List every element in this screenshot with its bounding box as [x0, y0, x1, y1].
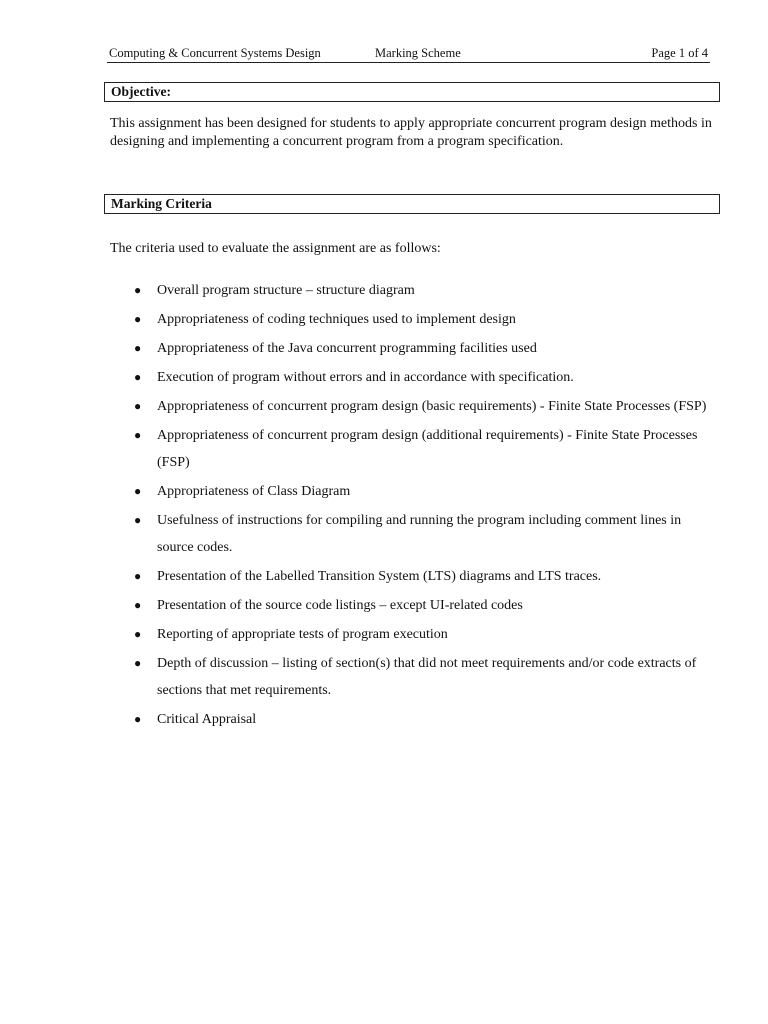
criteria-item [110, 592, 710, 619]
criteria-item [110, 306, 710, 333]
bullet-icon: ● [134, 370, 142, 384]
bullet-icon: ● [134, 312, 142, 326]
bullet-icon: ● [134, 712, 142, 726]
bullet-icon: ● [134, 428, 142, 442]
criteria-item [110, 507, 710, 561]
criteria-intro: The criteria used to evaluate the assignment are as follows: [110, 241, 441, 256]
criteria-item [110, 478, 710, 505]
bullet-icon: ● [134, 484, 142, 498]
criteria-item-text: Presentation of the source code listings – except UI-related codes [157, 598, 523, 613]
criteria-item [110, 422, 710, 476]
criteria-item-text: Execution of program without errors and in accordance with specification. [157, 370, 574, 385]
criteria-item [110, 364, 710, 391]
criteria-item-text: Appropriateness of concurrent program design (basic requirements) - Finite State Processes (FSP) [157, 399, 707, 414]
criteria-item [110, 335, 710, 362]
criteria-item-text: Depth of discussion – listing of section(s) that did not meet requirements and/or code extracts of sections that met requirements. [157, 656, 697, 698]
header-course-title: Computing & Concurrent Systems Design [109, 46, 321, 60]
criteria-item-text: Appropriateness of coding techniques used to implement design [157, 312, 516, 327]
objective-heading: Objective: [104, 82, 720, 102]
criteria-item-text: Appropriateness of Class Diagram [157, 484, 351, 499]
criteria-item-text: Overall program structure – structure diagram [157, 283, 415, 298]
bullet-icon: ● [134, 598, 142, 612]
bullet-icon: ● [134, 569, 142, 583]
criteria-item-text: Reporting of appropriate tests of program execution [157, 627, 448, 642]
bullet-icon: ● [134, 656, 142, 670]
header-page-number: Page 1 of 4 [651, 46, 708, 60]
header-document-title: Marking Scheme [375, 46, 461, 60]
page-header [107, 45, 710, 63]
marking-criteria-heading: Marking Criteria [104, 194, 720, 214]
criteria-item-text: Appropriateness of concurrent program design (additional requirements) - Finite State Processes (FSP) [157, 428, 698, 470]
bullet-icon: ● [134, 341, 142, 355]
bullet-icon: ● [134, 513, 142, 527]
criteria-item [110, 706, 710, 733]
criteria-item-text: Usefulness of instructions for compiling and running the program including comment lines in source codes. [157, 513, 682, 555]
criteria-item-text: Appropriateness of the Java concurrent programming facilities used [157, 341, 537, 356]
criteria-item [110, 277, 710, 304]
criteria-item-text: Presentation of the Labelled Transition System (LTS) diagrams and LTS traces. [157, 569, 602, 584]
criteria-item [110, 621, 710, 648]
objective-text: This assignment has been designed for students to apply appropriate concurrent program design methods in designing and implementing a concurrent program from a program specification. [110, 116, 712, 149]
bullet-icon: ● [134, 627, 142, 641]
bullet-icon: ● [134, 399, 142, 413]
criteria-list [110, 277, 710, 735]
bullet-icon: ● [134, 283, 142, 297]
criteria-item [110, 393, 710, 420]
criteria-item [110, 563, 710, 590]
criteria-item-text: Critical Appraisal [157, 712, 257, 727]
criteria-item [110, 650, 710, 704]
